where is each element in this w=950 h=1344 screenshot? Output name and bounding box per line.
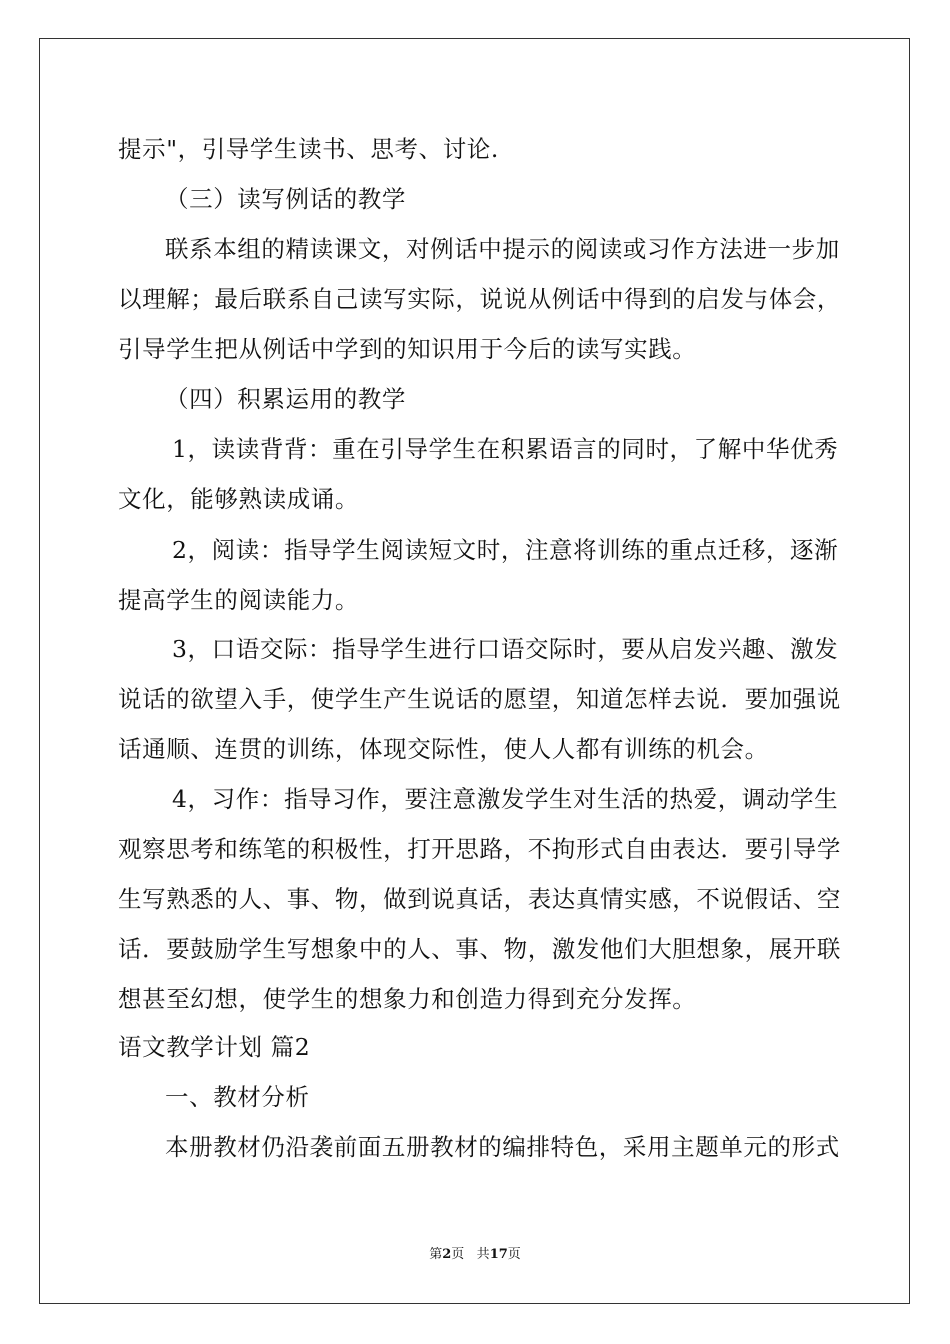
text-line: 本册教材仍沿袭前面五册教材的编排特色，采用主题单元的形式 <box>165 1133 840 1161</box>
total-pages: 17 <box>489 1247 508 1262</box>
text-line: 观察思考和练笔的积极性，打开思路，不拘形式自由表达．要引导学 <box>118 835 841 863</box>
text-line: 提示"，引导学生读书、思考、讨论. <box>118 135 499 163</box>
text-line: 说话的欲望入手，使学生产生说话的愿望，知道怎样去说．要加强说 <box>118 685 841 713</box>
page-number: 2 <box>442 1247 452 1262</box>
text-line: 4，习作：指导习作，要注意激发学生对生活的热爱，调动学生 <box>172 785 839 813</box>
text-line: 话．要鼓励学生写想象中的人、事、物，激发他们大胆想象，展开联 <box>118 935 841 963</box>
text-line: 想甚至幻想，使学生的想象力和创造力得到充分发挥。 <box>118 985 697 1013</box>
text-line: 3，口语交际：指导学生进行口语交际时，要从启发兴趣、激发 <box>172 635 839 663</box>
text-line: 联系本组的精读课文，对例话中提示的阅读或习作方法进一步加 <box>165 235 840 263</box>
page-prefix: 第 <box>429 1247 443 1262</box>
text-line: 文化，能够熟读成诵。 <box>118 485 359 513</box>
text-line: 生写熟悉的人、事、物，做到说真话，表达真情实感，不说假话、空 <box>118 885 841 913</box>
section-heading: （三）读写例话的教学 <box>165 185 406 213</box>
document-heading: 语文教学计划 篇2 <box>118 1033 311 1061</box>
page-frame <box>39 38 910 1304</box>
section-heading: （四）积累运用的教学 <box>165 385 406 413</box>
section-heading: 一、教材分析 <box>165 1083 310 1111</box>
text-line: 1，读读背背：重在引导学生在积累语言的同时，了解中华优秀 <box>172 435 839 463</box>
text-line: 话通顺、连贯的训练，体现交际性，使人人都有训练的机会。 <box>118 735 769 763</box>
total-suffix: 页 <box>507 1247 521 1262</box>
total-prefix: 共 <box>476 1247 490 1262</box>
text-line: 提高学生的阅读能力。 <box>118 586 359 614</box>
text-line: 引导学生把从例话中学到的知识用于今后的读写实践。 <box>118 335 697 363</box>
text-line: 2，阅读：指导学生阅读短文时，注意将训练的重点迁移，逐渐 <box>172 536 839 564</box>
page-footer <box>0 1246 950 1264</box>
page-suffix: 页 <box>451 1247 465 1262</box>
text-line: 以理解；最后联系自己读写实际，说说从例话中得到的启发与体会， <box>118 285 841 313</box>
